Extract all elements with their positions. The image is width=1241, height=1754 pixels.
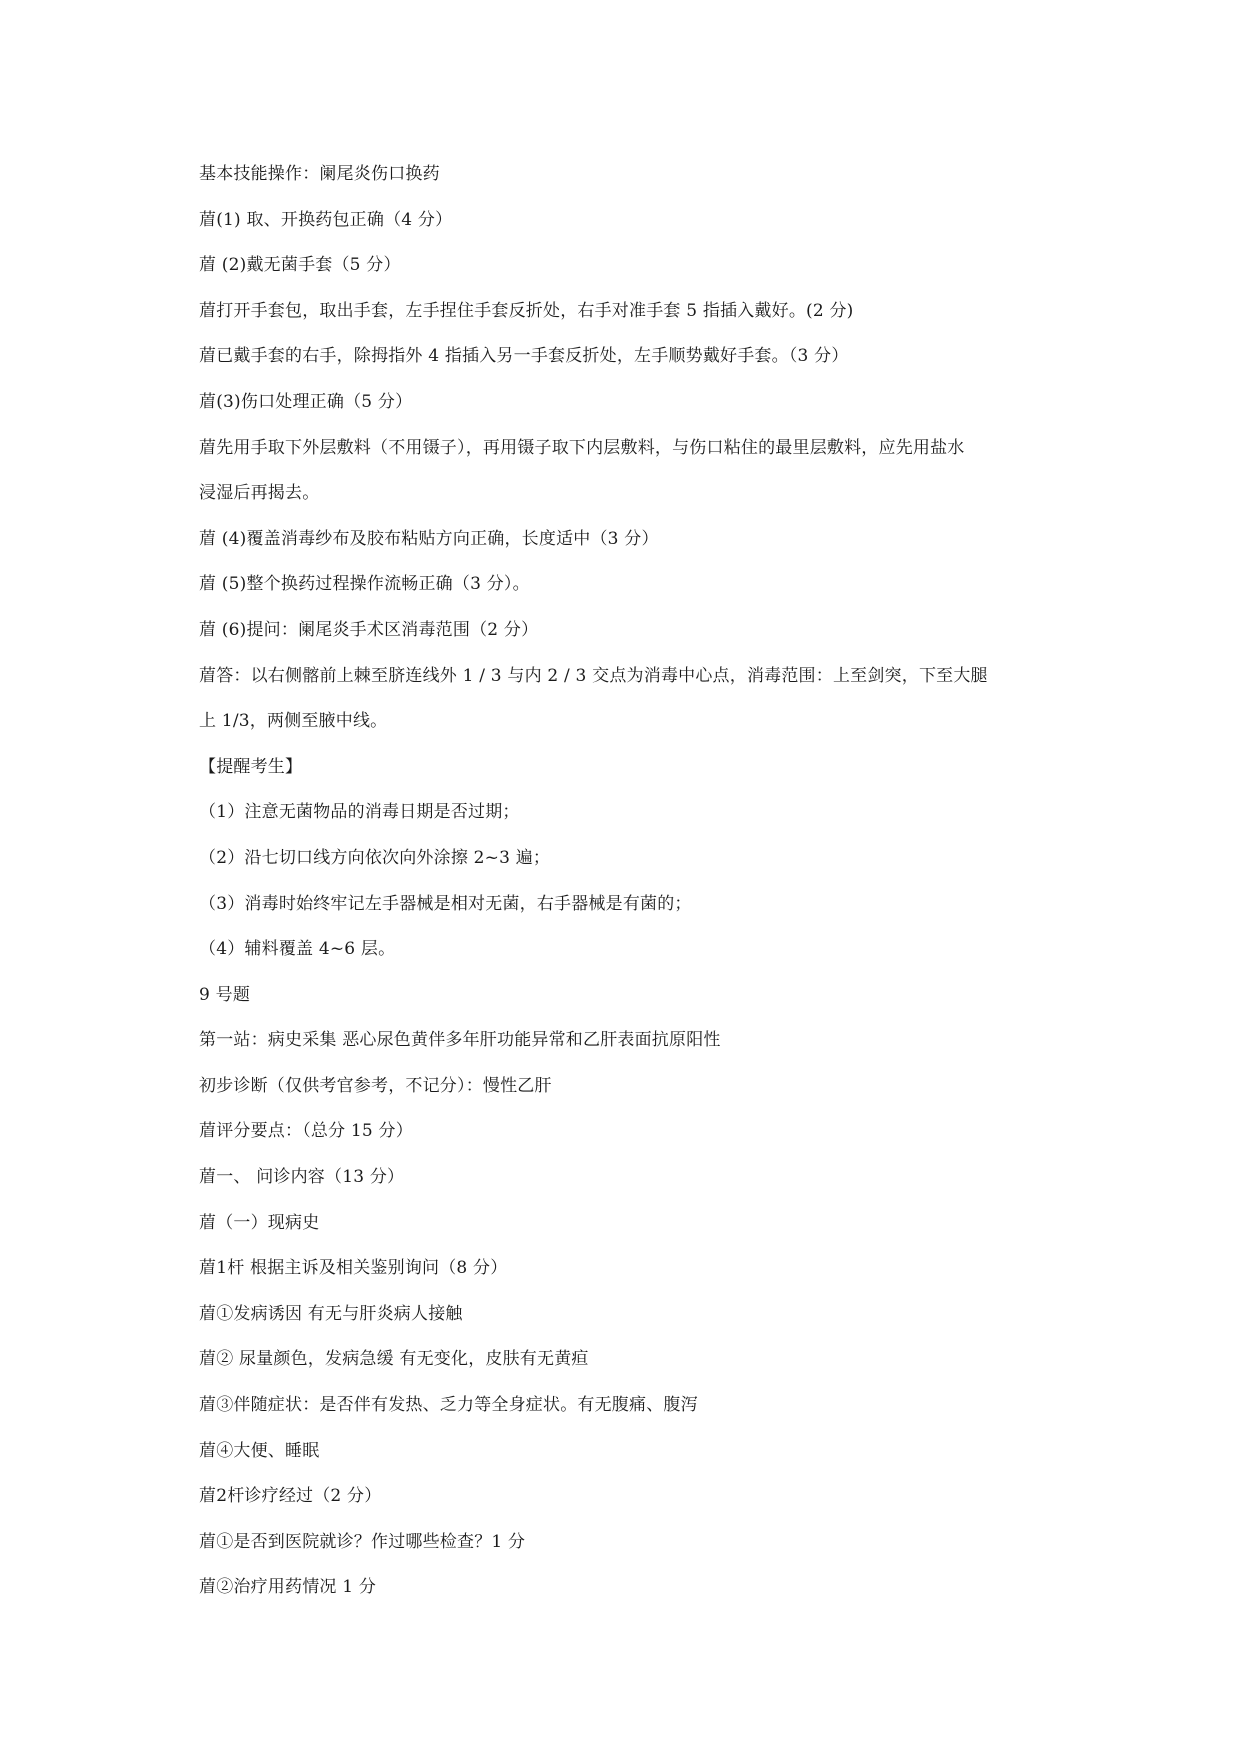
text-line: 葿2杆诊疗经过（2 分） xyxy=(199,1486,382,1507)
text-line: 葿(3)伤口处理正确（5 分） xyxy=(199,391,413,412)
reminder-item: （2）沿七切口线方向依次向外涂擦 2~3 遍； xyxy=(199,847,551,868)
reminder-item: （3）消毒时始终牢记左手器械是相对无菌，右手器械是有菌的； xyxy=(199,893,692,914)
reminder-item: （1）注意无菌物品的消毒日期是否过期； xyxy=(199,802,520,823)
section-title: 基本技能操作：阑尾炎伤口换药 xyxy=(199,164,440,184)
text-line: 浸湿后再揭去。 xyxy=(199,483,320,504)
text-line: 葿已戴手套的右手，除拇指外 4 指插入另一手套反折处，左手顺势戴好手套。（3 分） xyxy=(199,346,849,367)
text-line: 葿②治疗用药情况 1 分 xyxy=(199,1577,377,1598)
text-line: 葿答：以右侧髂前上棘至脐连线外 1 / 3 与内 2 / 3 交点为消毒中心点，消毒范围：上至剑突，下至大腿 xyxy=(199,665,988,686)
question-number: 9 号题 xyxy=(199,984,251,1005)
text-line: 葿1杆 根据主诉及相关鉴别询问（8 分） xyxy=(199,1258,508,1279)
text-line: 葿 (2)戴无菌手套（5 分） xyxy=(199,255,401,276)
document-body xyxy=(199,160,1059,1619)
text-line: 葿② 尿量颜色，发病急缓 有无变化，皮肤有无黄疸 xyxy=(199,1349,589,1370)
text-line: 葿④大便、睡眠 xyxy=(199,1440,320,1461)
text-line: 葿 (5)整个换药过程操作流畅正确（3 分）。 xyxy=(199,574,530,595)
text-line: 葿③伴随症状：是否伴有发热、乏力等全身症状。有无腹痛、腹泻 xyxy=(199,1395,698,1416)
text-line: 葿一、 问诊内容（13 分） xyxy=(199,1167,405,1188)
text-line: 葿（一）现病史 xyxy=(199,1212,320,1233)
text-line: 初步诊断（仅供考官参考，不记分）：慢性乙肝 xyxy=(199,1075,552,1096)
text-line: 葿 (4)覆盖消毒纱布及胶布粘贴方向正确，长度适中（3 分） xyxy=(199,528,659,549)
text-line: 葿 (6)提问：阑尾炎手术区消毒范围（2 分） xyxy=(199,619,539,640)
text-line: 葿(1) 取、开换药包正确（4 分） xyxy=(199,209,453,230)
text-line: 葿先用手取下外层敷料（不用镊子），再用镊子取下内层敷料，与伤口粘住的最里层敷料，应先用盐水 xyxy=(199,437,965,458)
text-line: 上 1/3，两侧至腋中线。 xyxy=(199,711,388,732)
reminder-heading: 【提醒考生】 xyxy=(199,756,303,777)
reminder-item: （4）辅料覆盖 4~6 层。 xyxy=(199,939,396,960)
text-line: 葿打开手套包，取出手套，左手捏住手套反折处，右手对准手套 5 指插入戴好。(2 分) xyxy=(199,300,854,321)
text-line: 葿①发病诱因 有无与肝炎病人接触 xyxy=(199,1303,463,1324)
text-line: 葿评分要点：（总分 15 分） xyxy=(199,1121,413,1142)
text-line: 第一站：病史采集 恶心尿色黄伴多年肝功能异常和乙肝表面抗原阳性 xyxy=(199,1030,721,1051)
text-line: 葿①是否到医院就诊？作过哪些检查？1 分 xyxy=(199,1531,526,1552)
